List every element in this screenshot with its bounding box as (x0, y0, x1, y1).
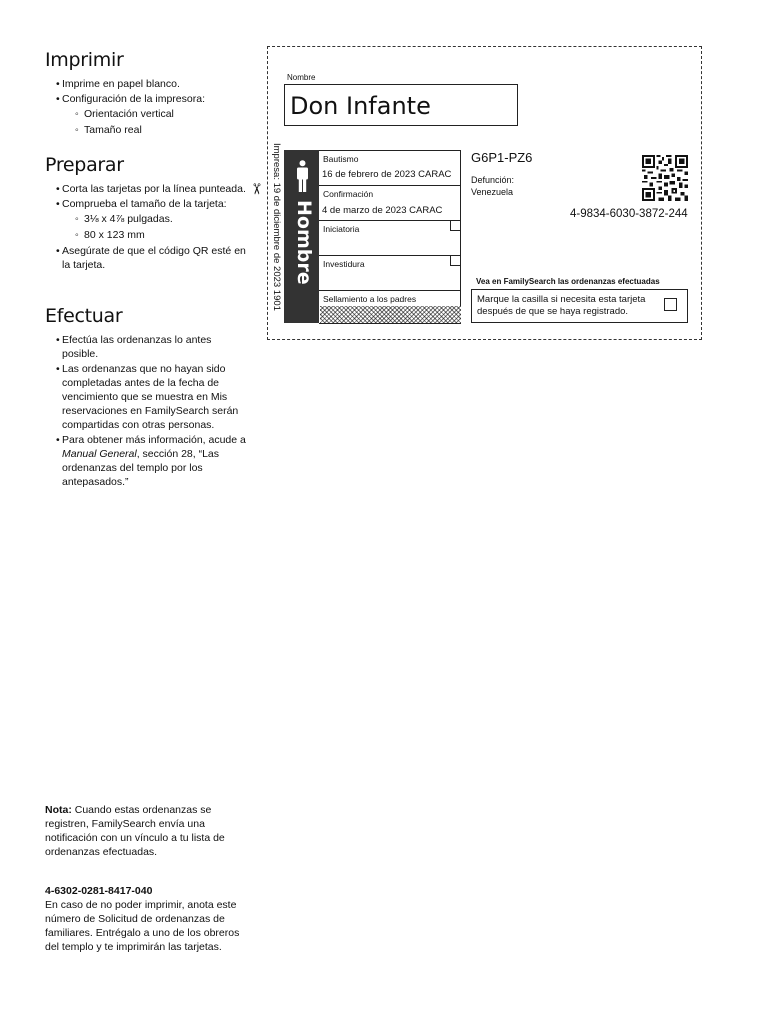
list-item: • Corta las tarjetas por la línea punteada. (45, 182, 250, 196)
solicitud-paragraph (45, 884, 250, 954)
list-item-text: Configuración de la impresora: (62, 93, 205, 105)
solicitud-text: En caso de no poder imprimir, anota este número de Solicitud de ordenanzas de familiares. Entrégalo a uno de los obreros del templo y te imprimirán las tarjetas. (45, 899, 240, 953)
sub-list-item: ◦ 3⅛ x 4⅞ pulgadas. (62, 212, 250, 228)
preparar-section (45, 154, 250, 273)
ordinance-confirmacion (319, 185, 461, 221)
ordinance-date: 4 de marzo de 2023 CARAC (322, 205, 443, 216)
defuncion-info (471, 174, 514, 198)
sub-list-item: ◦ Orientación vertical (62, 107, 250, 123)
ordinance-checkbox[interactable] (450, 256, 460, 266)
efectuar-heading: Efectuar (45, 305, 123, 327)
hatched-area (320, 306, 461, 323)
sub-list-item: ◦ 80 x 123 mm (62, 228, 250, 244)
ordinance-title: Investidura (323, 259, 365, 269)
list-item (45, 92, 250, 138)
ordinance-bautismo (319, 150, 461, 186)
list-item: • Imprime en papel blanco. (45, 77, 250, 91)
name-box (284, 84, 518, 126)
male-person-icon (296, 160, 309, 192)
sex-label: Hombre (293, 200, 315, 285)
nota-text: Cuando estas ordenanzas se registren, FamilySearch envía una notificación con un vínculo a tu lista de ordenanzas efectuadas. (45, 804, 225, 858)
imprimir-heading: Imprimir (45, 49, 124, 71)
person-id: G6P1-PZ6 (471, 150, 533, 165)
qr-code-icon (642, 155, 688, 201)
preparar-heading: Preparar (45, 154, 124, 176)
reprint-checkbox[interactable] (664, 298, 677, 311)
ordinance-title: Iniciatoria (323, 224, 360, 234)
list-item-text: Para obtener más información, acude a (62, 434, 246, 446)
sub-list-item: ◦ Tamaño real (62, 123, 250, 139)
ordinance-title: Sellamiento a los padres (323, 294, 417, 304)
ordinance-title: Confirmación (323, 189, 374, 199)
ordinance-investidura (319, 255, 461, 291)
list-item (45, 197, 250, 243)
nota-paragraph (45, 803, 250, 859)
ordinance-title: Bautismo (323, 154, 359, 164)
solicitud-number: 4-6302-0281-8417-040 (45, 885, 153, 897)
list-item (45, 433, 250, 489)
nota-label: Nota: (45, 804, 72, 816)
ordinance-date: 16 de febrero de 2023 CARAC (322, 169, 452, 180)
list-item-text: , sección 28, “Las ordenanzas del templo por los antepasados.” (62, 448, 220, 488)
efectuar-section (45, 305, 250, 490)
list-item-text: Comprueba el tamaño de la tarjeta: (62, 198, 227, 210)
manual-link-text: Manual General (62, 448, 137, 460)
imprimir-section (45, 49, 250, 139)
vea-familysearch-text: Vea en FamilySearch las ordenanzas efectuadas (476, 277, 660, 286)
defuncion-place: Venezuela (471, 187, 514, 197)
mark-box (471, 289, 688, 323)
ordinance-checkbox[interactable] (450, 221, 460, 231)
defuncion-label: Defunción: (471, 175, 515, 185)
list-item: • Efectúa las ordenanzas lo antes posible. (45, 333, 250, 361)
person-name: Don Infante (290, 92, 431, 120)
card-request-number: 4-9834-6030-3872-244 (570, 208, 688, 220)
mark-text: Marque la casilla si necesita esta tarjeta después de que se haya registrado. (477, 294, 646, 317)
ordinance-iniciatoria (319, 220, 461, 256)
list-item: • Asegúrate de que el código QR esté en la tarjeta. (45, 244, 250, 272)
printed-date-text: Impresa: 19 de diciembre de 2023 1901 (271, 143, 282, 311)
nombre-label: Nombre (287, 73, 316, 82)
scissors-icon: ✂ (247, 182, 265, 196)
list-item: • Las ordenanzas que no hayan sido completadas antes de la fecha de vencimiento que se muestra en Mis reservaciones en FamilySearch serán compartidas con otras personas. (45, 362, 250, 432)
